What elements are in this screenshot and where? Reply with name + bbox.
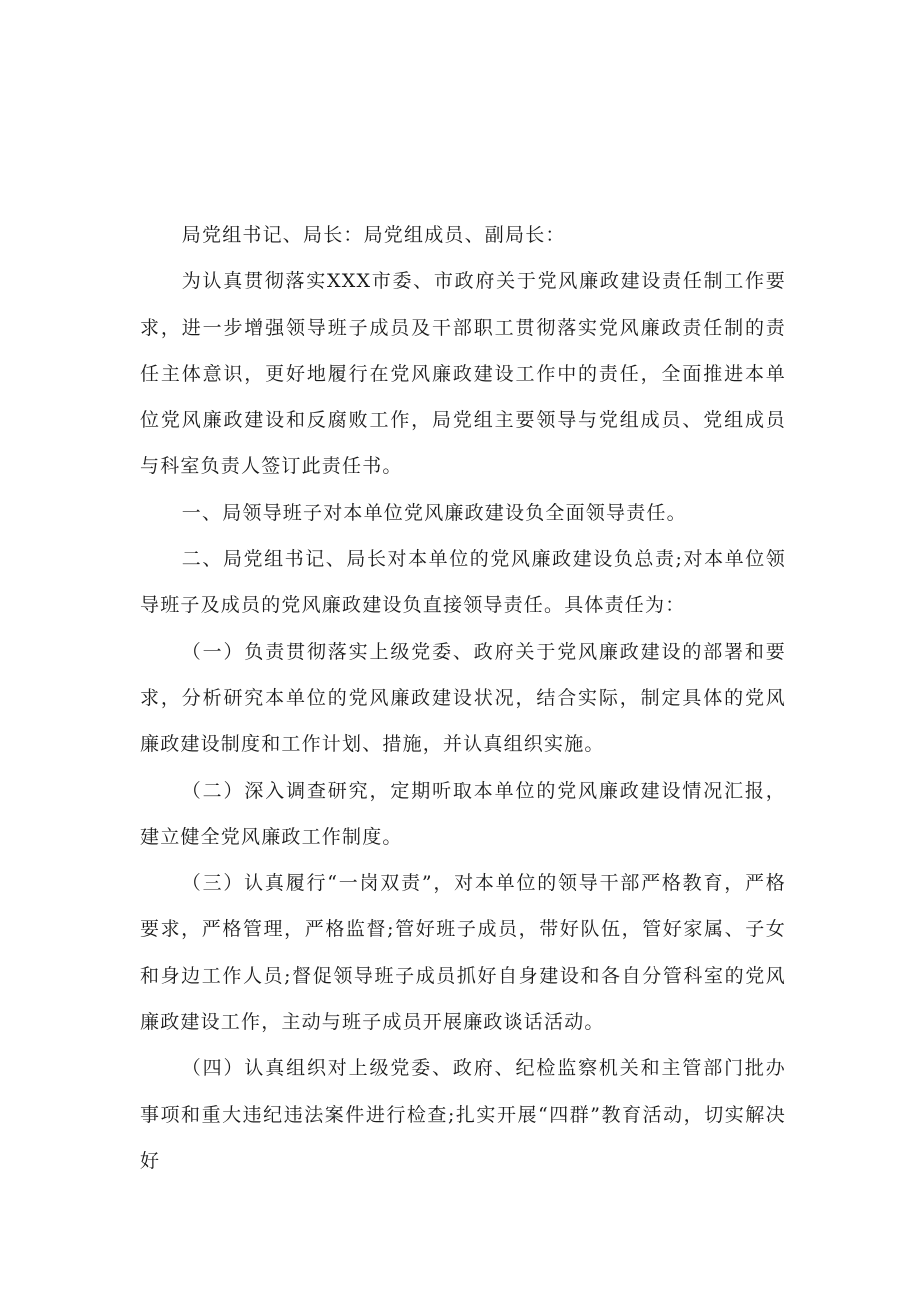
addressee-line: 局党组书记、局长：局党组成员、副局长：	[181, 224, 566, 246]
clause-2: 二、局党组书记、局长对本单位的党风廉政建设负总责;对本单位领导班子及成员的党风廉政建设负直接领导责任。具体责任为：	[140, 548, 786, 617]
clause-2-item-3: （三）认真履行“一岗双责”，对本单位的领导干部严格教育，严格要求，严格管理，严格监督;管好班子成员，带好队伍，管好家属、子女和身边工作人员;督促领导班子成员抓好自身建设和各自分管科室的党风廉政建设工作，主动与班子成员开展廉政谈话活动。	[140, 872, 786, 1034]
intro-paragraph: 为认真贯彻落实XXX市委、市政府关于党风廉政建设责任制工作要求，进一步增强领导班子成员及干部职工贯彻落实党风廉政责任制的责任主体意识，更好地履行在党风廉政建设工作中的责任，全面推进本单位党风廉政建设和反腐败工作，局党组主要领导与党组成员、党组成员与科室负责人签订此责任书。	[140, 270, 786, 478]
clause-2-item-1: （一）负责贯彻落实上级党委、政府关于党风廉政建设的部署和要求，分析研究本单位的党风廉政建设状况，结合实际，制定具体的党风廉政建设制度和工作计划、措施，并认真组织实施。	[140, 640, 786, 756]
clause-2-item-4: （四）认真组织对上级党委、政府、纪检监察机关和主管部门批办事项和重大违纪违法案件进行检查;扎实开展“四群”教育活动，切实解决好	[140, 1057, 786, 1172]
clause-1: 一、局领导班子对本单位党风廉政建设负全面领导责任。	[181, 501, 687, 524]
document-body	[140, 212, 786, 1184]
clause-2-item-2: （二）深入调查研究，定期听取本单位的党风廉政建设情况汇报，建立健全党风廉政工作制度。	[140, 779, 786, 848]
